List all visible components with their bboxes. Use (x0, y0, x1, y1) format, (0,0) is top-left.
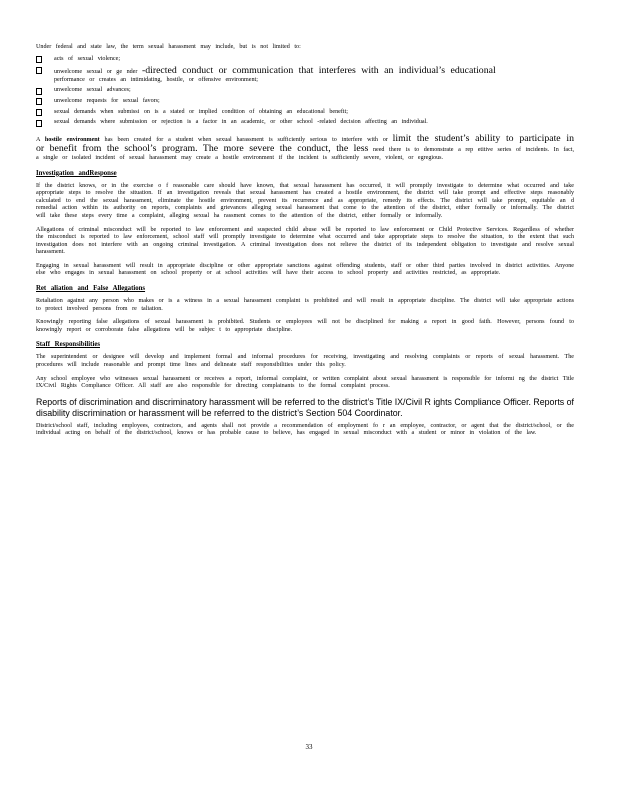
section-heading-staff: Staff Responsibilities (36, 341, 100, 349)
section-heading-investigation: Investigation andResponse (36, 169, 117, 177)
checkbox-bullet-icon (36, 98, 42, 105)
page-number: 33 (305, 743, 313, 751)
checkbox-bullet-icon (36, 88, 42, 95)
list-item: unwelcome requests for sexual favors; (36, 98, 574, 106)
list-item: sexual demands when submissi on is a stated or implied condition of obtaining an educational benefit; (36, 109, 574, 117)
staff-paragraph-1: The superintendent or designee will develop and implement formal and informal procedures for receiving, investigating and resolving complaints or reports of sexual harassment. The procedures will include reasonable and prompt time lines and delineate staff responsibilities under this policy. (36, 354, 574, 369)
investigation-paragraph-1: If the district knows, or in the exercise o f reasonable care should have known, that sexual harassment has occurred, it will promptly investigate to determine what occurred and take appropriate steps to resolve the situation. If an investigation reveals that sexual harassment has created a hostile environment, the district will take prompt and effective steps reasonably calculated to end the sexual harassment, eliminate the hostile environment, prevent its recurrence and as appropriate, remedy its effects. The district will take prompt, equitable an d remedial action within its authority on reports, complaints and grievances alleging sexual harassment that come to the attention of the district, either formally or informally. The district will take these steps every time a complaint, alleging sexual ha rassment comes to the attention of the district, either formally or informally. (36, 182, 574, 219)
harassment-list (36, 56, 574, 127)
investigation-paragraph-3: Engaging in sexual harassment will result in appropriate discipline or other appropriate sanctions against offending students, staff or other third parties involved in district activities. Anyone else who engages in sexual harassment on school property or at school activities will have their access to school property and activities restricted, as appropriate. (36, 262, 574, 277)
staff-paragraph-2: Any school employee who witnesses sexual harassment or receives a report, informal complaint, or written complaint about sexual harassment is responsible for informi ng the district Title IX/Civil Rights Compliance Officer. All staff are also responsible for directing complainants to the formal complaint process. (36, 375, 574, 390)
list-item: sexual demands where submission or rejection is a factor in an academic, or other school -related decision affecting an individual. (36, 119, 574, 127)
document-page (36, 44, 574, 444)
list-item: unwelcome sexual or ge nder -directed conduct or communication that interferes with an individual’s educational performance or creates an intimidating, hostile, or offensive environment; (36, 66, 574, 84)
intro-text: Under federal and state law, the term sexual harassment may include, but is not limited to: (36, 44, 301, 50)
checkbox-bullet-icon (36, 109, 42, 116)
retaliation-paragraph-2: Knowingly reporting false allegations of sexual harassment is prohibited. Students or employees will not be disciplined for making a report in good faith. However, persons found to knowingly report or corroborate false allegations will be subjec t to appropriate discipline. (36, 319, 574, 333)
referral-notice: Reports of discrimination and discriminatory harassment will be referred to the district’s Title IX/Civil R ights Compliance Officer. Reports of disability discrimination or harassment will be referred to the district’s Section 504 Coordinator. (36, 396, 574, 418)
list-item: acts of sexual violence; (36, 56, 574, 64)
checkbox-bullet-icon (36, 120, 42, 127)
checkbox-bullet-icon (36, 67, 42, 74)
list-item: unwelcome sexual advances; (36, 87, 574, 95)
recommendation-paragraph: District/school staff, including employees, contractors, and agents shall not provide a recommendation of employment fo r an employee, contractor, or agent that the district/school, or the individual acting on behalf of the district/school, knows or has probable cause to believe, has engaged in sexual misconduct with a student or minor in violation of the law. (36, 422, 574, 437)
hostile-environment-paragraph: A hostile environment has been created for a student when sexual harassment is sufficiently serious to interfere with or limit the student’s ability to participate in or benefit from the school’s program. The more severe the conduct, the less need there is to demonstrate a rep etitive series of incidents. In fact, a single or isolated incident of sexual harassment may create a hostile environment if the incident is sufficiently severe, violent, or egregious. (36, 132, 575, 161)
investigation-paragraph-2: Allegations of criminal misconduct will be reported to law enforcement and suspected child abuse will be reported to law enforcement or Child Protective Services. Regardless of whether the misconduct is reported to law enforcement, school staff will promptly investigate to determine what occurred and take appropriate steps to resolve the situation, to the extent that such investigation does not interfere with an ongoing criminal investigation. A criminal investigation does not relieve the district of its independent obligation to investigate and resolve sexual harassment. (36, 226, 574, 256)
checkbox-bullet-icon (36, 56, 42, 63)
section-heading-retaliation: Ret aliation and False Allegations (36, 285, 146, 293)
hostile-environment-term: hostile environment (44, 136, 100, 143)
retaliation-paragraph-1: Retaliation against any person who makes or is a witness in a sexual harassment complaint is prohibited and will result in appropriate discipline. The district will take appropriate actions to protect involved persons from re taliation. (36, 298, 574, 312)
